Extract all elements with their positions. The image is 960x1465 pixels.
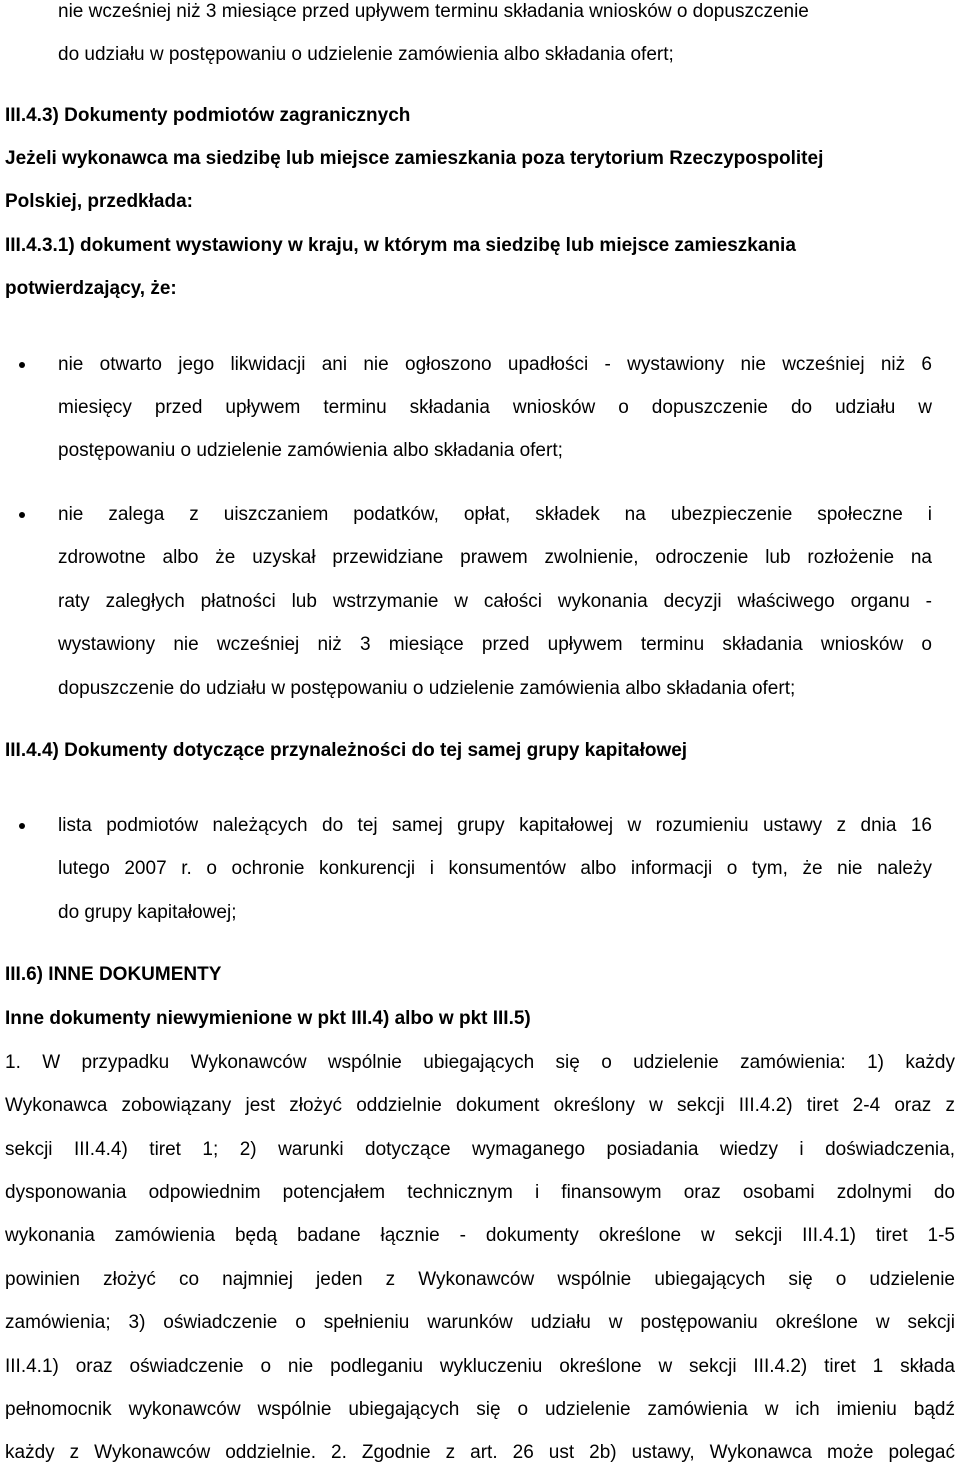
list-item-line: wystawiony nie wcześniej niż 3 miesiące przed upływem terminu składania wniosków o xyxy=(58,634,932,655)
paragraph-line: dysponowania odpowiednim potencjałem technicznym i finansowym oraz osobami zdolnymi do xyxy=(5,1182,955,1203)
paragraph-line: sekcji III.4.4) tiret 1; 2) warunki dotyczące wymaganego posiadania wiedzy i doświadczenia, xyxy=(5,1139,955,1160)
list-item-line: miesięcy przed upływem terminu składania wniosków o dopuszczenie do udziału w xyxy=(58,397,932,418)
paragraph-line: III.4.1) oraz oświadczenie o nie podleganiu wykluczeniu określone w sekcji III.4.2) tiret 1 składa xyxy=(5,1356,955,1377)
list-item-line: dopuszczenie do udziału w postępowaniu o udzielenie zamówienia albo składania ofert; xyxy=(58,678,796,699)
subsection-heading: III.4.3.1) dokument wystawiony w kraju, w którym ma siedzibę lub miejsce zamieszkania xyxy=(5,235,796,256)
text-line: Jeżeli wykonawca ma siedzibę lub miejsce zamieszkania poza terytorium Rzeczypospolitej xyxy=(5,148,824,169)
paragraph-line: Wykonawca zobowiązany jest złożyć oddzielnie dokument określony w sekcji III.4.2) tiret 2-4 oraz z xyxy=(5,1095,955,1116)
subsection-heading: Inne dokumenty niewymienione w pkt III.4) albo w pkt III.5) xyxy=(5,1008,531,1029)
list-item-line: nie zalega z uiszczaniem podatków, opłat, składek na ubezpieczenie społeczne i xyxy=(58,504,932,525)
list-item-line: nie otwarto jego likwidacji ani nie ogłoszono upadłości - wystawiony nie wcześniej niż 6 xyxy=(58,354,932,375)
section-heading: III.6) INNE DOKUMENTY xyxy=(5,964,222,985)
bullet-icon xyxy=(19,512,25,518)
paragraph-line: 1. W przypadku Wykonawców wspólnie ubiegających się o udzielenie zamówienia: 1) każdy xyxy=(5,1052,955,1073)
bullet-icon xyxy=(19,823,25,829)
list-item-line: lista podmiotów należących do tej samej grupy kapitałowej w rozumieniu ustawy z dnia 16 xyxy=(58,815,932,836)
section-heading: III.4.4) Dokumenty dotyczące przynależności do tej samej grupy kapitałowej xyxy=(5,740,688,761)
paragraph-line: każdy z Wykonawców oddzielnie. 2. Zgodnie z art. 26 ust 2b) ustawy, Wykonawca może polegać xyxy=(5,1442,955,1463)
section-heading: III.4.3) Dokumenty podmiotów zagranicznych xyxy=(5,105,411,126)
paragraph-line: wykonania zamówienia będą badane łącznie - dokumenty określone w sekcji III.4.1) tiret 1-5 xyxy=(5,1225,955,1246)
list-item-line: do grupy kapitałowej; xyxy=(58,902,237,923)
paragraph-line: pełnomocnik wykonawców wspólnie ubiegających się o udzielenie zamówienia w ich imieniu bądź xyxy=(5,1399,955,1420)
text-line: nie wcześniej niż 3 miesiące przed upływem terminu składania wniosków o dopuszczenie xyxy=(58,1,809,22)
paragraph-line: zamówienia; 3) oświadczenie o spełnieniu warunków udziału w postępowaniu określone w sekcji xyxy=(5,1312,955,1333)
paragraph-line: powinien złożyć co najmniej jeden z Wykonawców wspólnie ubiegających się o udzielenie xyxy=(5,1269,955,1290)
text-line: do udziału w postępowaniu o udzielenie zamówienia albo składania ofert; xyxy=(58,44,674,65)
list-item-line: zdrowotne albo że uzyskał przewidziane prawem zwolnienie, odroczenie lub rozłożenie na xyxy=(58,547,932,568)
text-line: Polskiej, przedkłada: xyxy=(5,191,193,212)
list-item-line: postępowaniu o udzielenie zamówienia albo składania ofert; xyxy=(58,440,563,461)
list-item-line: lutego 2007 r. o ochronie konkurencji i konsumentów albo informacji o tym, że nie należy xyxy=(58,858,932,879)
list-item-line: raty zaległych płatności lub wstrzymanie w całości wykonania decyzji właściwego organu - xyxy=(58,591,932,612)
bullet-icon xyxy=(19,362,25,368)
text-line: potwierdzający, że: xyxy=(5,278,177,299)
